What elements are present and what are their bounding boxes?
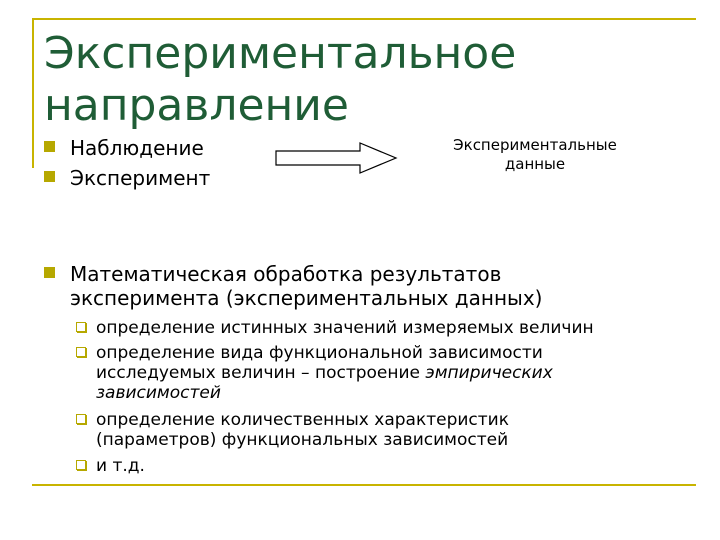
- sub-item-text-italic: эмпирических зависимостей: [96, 363, 553, 403]
- slide-title: Экспериментальное направление: [44, 28, 517, 131]
- bullet-text: Математическая обработка результатов эксперимента (экспериментальных данных): [70, 262, 543, 310]
- sub-item-etc: [76, 456, 376, 476]
- sub-item-text-plain: определение вида функциональной зависимости исследуемых величин – построение: [96, 343, 543, 383]
- square-bullet-icon: [44, 171, 55, 182]
- square-bullet-icon: [44, 141, 55, 152]
- hollow-square-bullet-icon: [76, 347, 86, 357]
- sub-item-parameters: [76, 410, 596, 450]
- top-border-line: [32, 18, 696, 20]
- sub-item-text: и т.д.: [96, 456, 145, 476]
- sub-item-true-values: [76, 318, 676, 338]
- bullet-math-processing: [44, 262, 644, 310]
- square-bullet-icon: [44, 267, 55, 278]
- bullet-text: Эксперимент: [70, 166, 211, 190]
- sub-item-functional-dependency: [76, 343, 636, 403]
- sub-item-text: [96, 343, 636, 403]
- sub-item-text: определение количественных характеристик (параметров) функциональных зависимостей: [96, 410, 509, 450]
- experimental-data-label: Экспериментальные данные: [453, 136, 617, 173]
- bullet-observation: [44, 136, 204, 160]
- sub-item-text: определение истинных значений измеряемых величин: [96, 318, 594, 338]
- hollow-square-bullet-icon: [76, 322, 86, 332]
- bottom-border-line: [32, 484, 696, 486]
- bullet-text: Наблюдение: [70, 136, 204, 160]
- hollow-square-bullet-icon: [76, 460, 86, 470]
- left-border-line: [32, 18, 34, 168]
- right-arrow-icon: [274, 141, 400, 175]
- hollow-square-bullet-icon: [76, 414, 86, 424]
- bullet-experiment: [44, 166, 210, 190]
